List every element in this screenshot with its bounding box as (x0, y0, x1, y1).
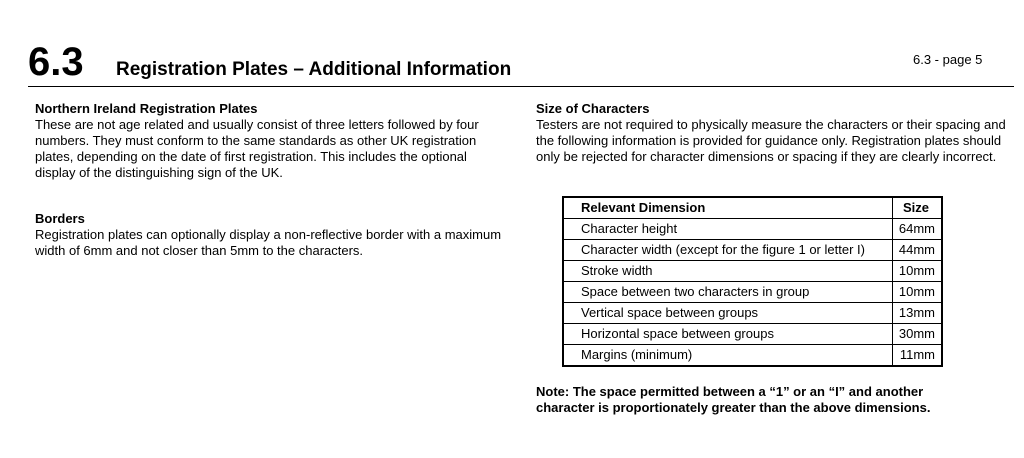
section-number: 6.3 (28, 40, 84, 84)
size-cell: 44mm (893, 240, 943, 261)
ni-plates-heading: Northern Ireland Registration Plates (35, 101, 258, 116)
size-of-characters-section (536, 101, 1011, 165)
borders-heading: Borders (35, 211, 85, 226)
dimension-cell: Character height (563, 219, 893, 240)
dimension-cell: Margins (minimum) (563, 345, 893, 367)
dimension-cell: Vertical space between groups (563, 303, 893, 324)
page-reference: 6.3 - page 5 (913, 52, 983, 67)
size-cell: 64mm (893, 219, 943, 240)
size-cell: 11mm (893, 345, 943, 367)
table-row (563, 324, 942, 345)
table-row (563, 303, 942, 324)
dimensions-table (562, 196, 943, 367)
table-row (563, 240, 942, 261)
size-cell: 10mm (893, 261, 943, 282)
dimension-cell: Stroke width (563, 261, 893, 282)
size-cell: 30mm (893, 324, 943, 345)
borders-text: Registration plates can optionally display a non-reflective border with a maximum width of 6mm and not closer than 5mm to the characters. (35, 227, 502, 258)
column-header-dimension: Relevant Dimension (563, 197, 893, 219)
table-row (563, 219, 942, 240)
table-row (563, 261, 942, 282)
column-header-size: Size (893, 197, 943, 219)
size-cell: 13mm (893, 303, 943, 324)
table-row (563, 282, 942, 303)
borders-section (35, 211, 505, 259)
dimension-cell: Horizontal space between groups (563, 324, 893, 345)
header-divider (28, 86, 1014, 87)
page-title: Registration Plates – Additional Information (116, 59, 512, 80)
dimension-cell: Space between two characters in group (563, 282, 893, 303)
table-header-row (563, 197, 942, 219)
size-of-characters-heading: Size of Characters (536, 101, 650, 116)
dimensions-note: Note: The space permitted between a “1” or an “I” and another character is proportionately greater than the above dimensions. (536, 384, 931, 415)
dimension-cell: Character width (except for the figure 1 or letter I) (563, 240, 893, 261)
table-row (563, 345, 942, 367)
size-cell: 10mm (893, 282, 943, 303)
size-of-characters-text: Testers are not required to physically measure the characters or their spacing and the following information is provided for guidance only. Registration plates should only be rejected for character dimensions or spacing if they are clearly incorrect. (536, 117, 1006, 164)
ni-plates-text: These are not age related and usually consist of three letters followed by four numbers. They must conform to the same standards as other UK registration plates, depending on the date of first registration. This includes the optional display of the distinguishing sign of the UK. (35, 117, 479, 180)
ni-plates-section (35, 101, 510, 181)
